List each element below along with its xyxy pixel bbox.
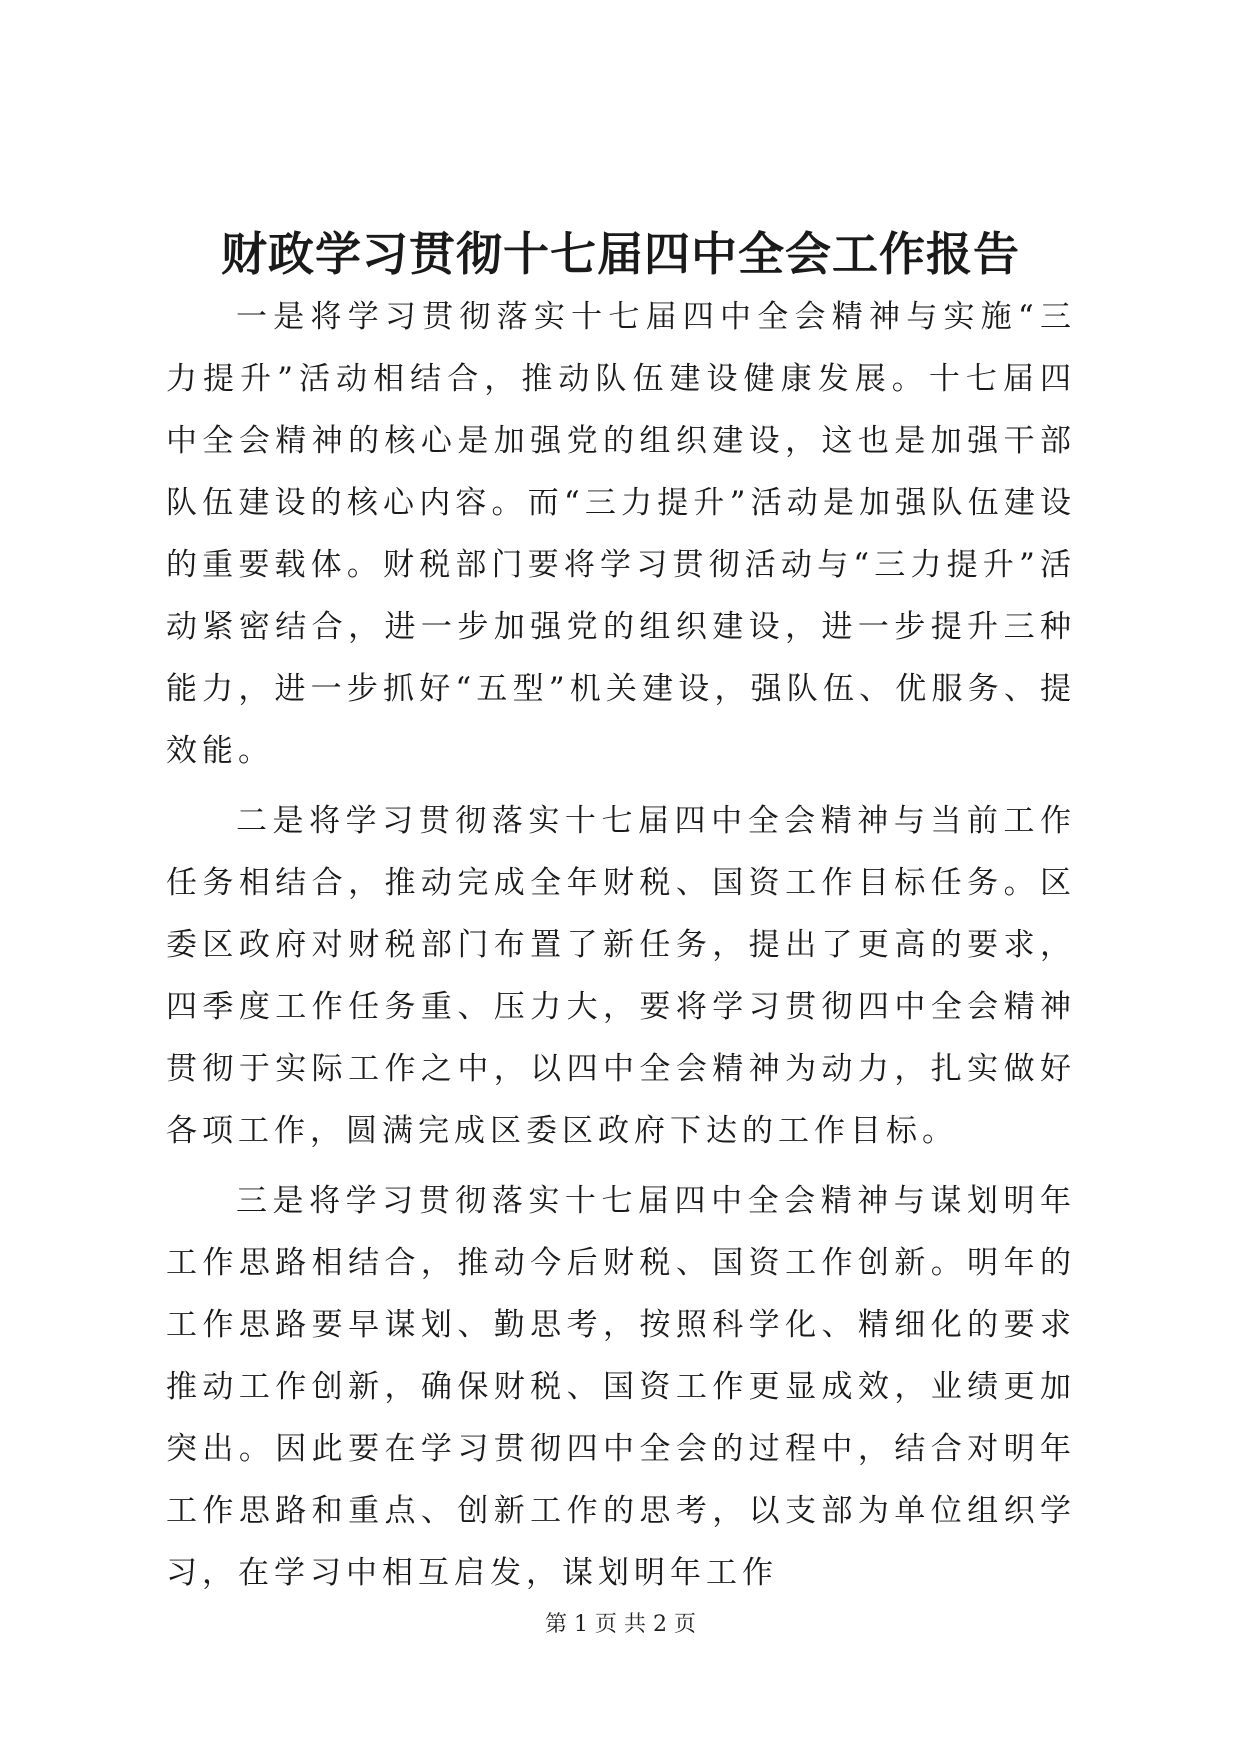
page-footer: 第 1 页 共 2 页 xyxy=(545,1612,696,1637)
paragraph-1: 一是将学习贯彻落实十七届四中全会精神与实施“三力提升”活动相结合，推动队伍建设健康发展。十七届四中全会精神的核心是加强党的组织建设，这也是加强干部队伍建设的核心内容。而“三力提升”活动是加强队伍建设的重要载体。财税部门要将学习贯彻活动与“三力提升”活动紧密结合，进一步加强党的组织建设，进一步提升三种能力，进一步抓好“五型”机关建设，强队伍、优服务、提效能。 xyxy=(166,299,1076,769)
paragraph-2: 二是将学习贯彻落实十七届四中全会精神与当前工作任务相结合，推动完成全年财税、国资工作目标任务。区委区政府对财税部门布置了新任务，提出了更高的要求，四季度工作任务重、压力大，要将学习贯彻四中全会精神贯彻于实际工作之中，以四中全会精神为动力，扎实做好各项工作，圆满完成区委区政府下达的工作目标。 xyxy=(166,803,1076,1149)
paragraph-3: 三是将学习贯彻落实十七届四中全会精神与谋划明年工作思路相结合，推动今后财税、国资工作创新。明年的工作思路要早谋划、勤思考，按照科学化、精细化的要求推动工作创新，确保财税、国资工作更显成效，业绩更加突出。因此要在学习贯彻四中全会的过程中，结合对明年工作思路和重点、创新工作的思考，以支部为单位组织学习，在学习中相互启发，谋划明年工作 xyxy=(166,1183,1076,1591)
document-body xyxy=(166,286,1076,1604)
document-title: 财政学习贯彻十七届四中全会工作报告 xyxy=(221,227,1020,281)
